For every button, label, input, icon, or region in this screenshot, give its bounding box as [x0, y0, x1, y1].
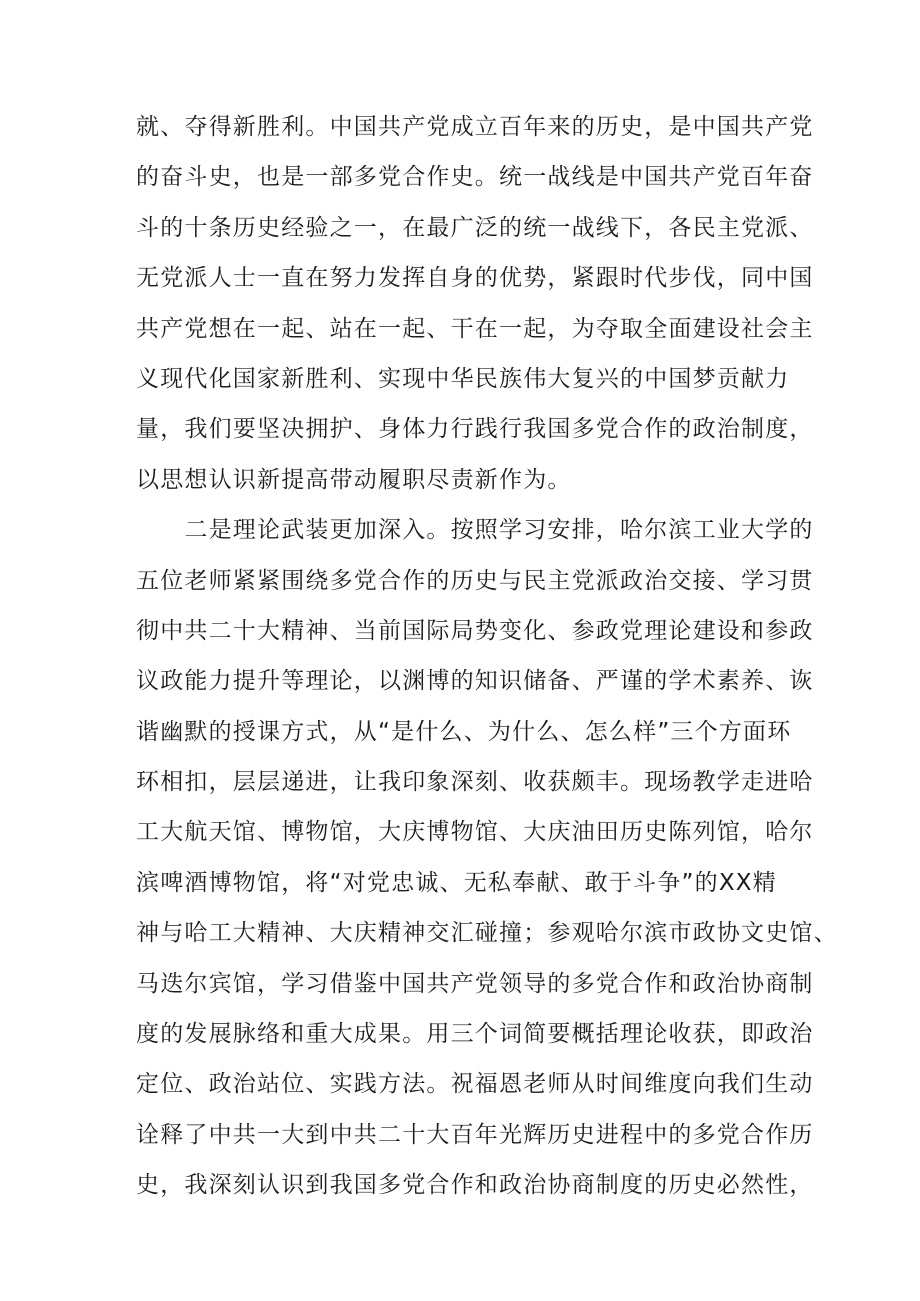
text-line: 工大航天馆、博物馆，大庆博物馆、大庆油田历史陈列馆，哈尔: [136, 819, 814, 846]
text-line: 环相扣，层层递进，让我印象深刻、收获颇丰。现场教学走进哈: [136, 769, 814, 796]
text-line: 共产党想在一起、站在一起、干在一起，为夺取全面建设社会主: [136, 315, 814, 342]
text-line: 就、夺得新胜利。中国共产党成立百年来的历史，是中国共产党: [136, 114, 814, 140]
text-line: 神与哈工大精神、大庆精神交汇碰撞；参观哈尔滨市政协文史馆、: [136, 920, 838, 947]
text-line: 彻中共二十大精神、当前国际局势变化、参政党理论建设和参政: [136, 617, 814, 644]
text-line: 谐幽默的授课方式，从“是什么、为什么、怎么样”三个方面环: [136, 718, 792, 745]
text-line: 马迭尔宾馆，学习借鉴中国共产党领导的多党合作和政治协商制: [136, 970, 814, 997]
text-line: 滨啤酒博物馆，将“对党忠诚、无私奉献、敢于斗争”的XX精: [136, 869, 777, 896]
text-line: 五位老师紧紧围绕多党合作的历史与民主党派政治交接、学习贯: [136, 567, 814, 594]
body-text: [136, 102, 838, 1211]
text-line: 史，我深刻认识到我国多党合作和政治协商制度的历史必然性，: [136, 1172, 814, 1199]
text-line: 量，我们要坚决拥护、身体力行践行我国多党合作的政治制度，: [136, 416, 814, 443]
text-line: 诠释了中共一大到中共二十大百年光辉历史进程中的多党合作历: [136, 1121, 814, 1148]
text-line: 定位、政治站位、实践方法。祝福恩老师从时间维度向我们生动: [136, 1071, 814, 1098]
paragraph-start-line: 二是理论武装更加深入。按照学习安排，哈尔滨工业大学的: [136, 517, 814, 544]
text-line: 度的发展脉络和重大成果。用三个词简要概括理论收获，即政治: [136, 1021, 814, 1048]
text-line: 斗的十条历史经验之一，在最广泛的统一战线下，各民主党派、: [136, 214, 814, 241]
text-line: 义现代化国家新胜利、实现中华民族伟大复兴的中国梦贡献力: [136, 365, 790, 392]
text-line: 以思想认识新提高带动履职尽责新作为。: [136, 466, 572, 493]
text-line: 无党派人士一直在努力发挥自身的优势，紧跟时代步伐，同中国: [136, 265, 814, 292]
text-line: 的奋斗史，也是一部多党合作史。统一战线是中国共产党百年奋: [136, 164, 814, 191]
text-line: 议政能力提升等理论，以渊博的知识储备、严谨的学术素养、诙: [136, 668, 814, 695]
